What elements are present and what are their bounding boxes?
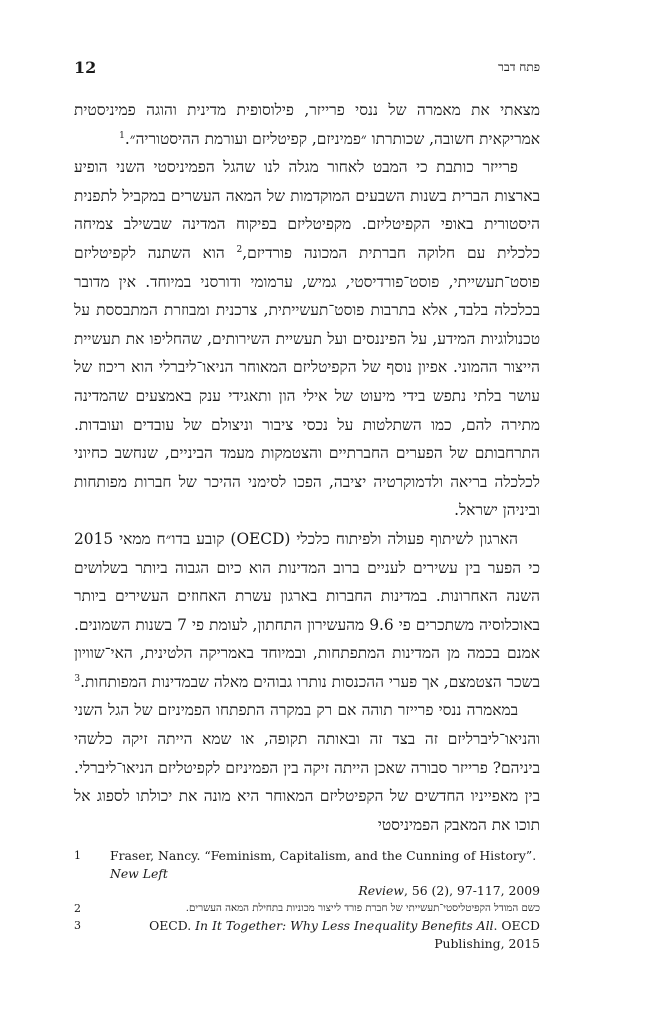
footnote-citation-cont: , 56 (2), 97-117, 2009 xyxy=(403,883,540,898)
footnote-ref: 2 xyxy=(236,244,243,255)
footnote xyxy=(74,917,540,952)
footnote-journal: New Left xyxy=(110,865,168,881)
paragraph xyxy=(74,525,540,697)
footnote-ref: 1 xyxy=(119,130,125,141)
footnote-citation: Fraser, Nancy. “Feminism, Capitalism, and the Cunning of History”. xyxy=(110,848,537,863)
footnote-text xyxy=(110,847,540,900)
footnotes xyxy=(74,847,540,952)
footnote-title: In It Together: Why Less Inequality Benefits All xyxy=(195,918,494,933)
paragraph-text: במאמרה ננסי פרייזר תוהה אם רק במקרה התפתחו הפמיניזם של הגל השני והניאו־ליברליזם זה בצד זה ובאותה תקופה, או שמא הייתה זיקה כלשהי ביניהם? פרייזר סבורה שאכן הייתה זיקה בין הפמיניזם לקפיטליזם הניאו־ליברלי. בין מאפייניו החדשים של הקפיטליזם המאוחר היא מונה את יכולתו לספוג אל תוכו את המאבק הפמיניסטי xyxy=(74,701,540,834)
footnote xyxy=(74,900,540,918)
page-header xyxy=(74,58,540,82)
main-text xyxy=(74,96,540,839)
paragraph xyxy=(74,96,540,153)
paragraph xyxy=(74,153,540,525)
paragraph-text: פרייזר כותבת כי המבט לאחור מגלה לנו שהגל הפמיניסטי השני הופיע בארצות הברית בשנות השבעים המוקדמות של המאה העשרים במקביל לתפנית היסטורית באופי הקפיטליזם. מקפיטליזם בפיקוח המדינה שבשילב צמיחה כלכלית עם חלוקה חברתית המכונה פורדיזם, xyxy=(74,158,540,262)
footnote xyxy=(74,847,540,900)
paragraph-text: מצאתי את מאמרה של ננסי פרייזר, פילוסופית מדינית והוגה פמיניסטית אמריקאית חשובה, שכותרתו ״פמיניזם, קפיטליזם ועורמת ההיסטוריה״. xyxy=(74,101,540,148)
footnote-text: כשם המודל הקפיטליסטי־תעשייתי של חברת פורד לייצור מכוניות בתחילת המאה העשרים. xyxy=(185,902,540,914)
footnote-journal-cont: Review xyxy=(358,883,404,898)
running-title: פתח דבר xyxy=(498,60,540,74)
footnote-number: 3 xyxy=(74,919,81,932)
footnote-number: 1 xyxy=(74,849,81,862)
page-number: 12 xyxy=(74,58,97,77)
footnote-ref: 3 xyxy=(74,673,81,684)
paragraph-text: הארגון לשיתוף פעולה ולפיתוח כלכלי (OECD) קובע בדו״ח ממאי 2015 כי הפער בין עשירים לעניים ברוב המדינות הוא כיום הגבוה ביותר בשלושים השנה האחרונות. במדינות החברות בארגון עשרת האחוזים העשירים ביותר באוכלוסיה משתכרים פי 9.6 מהעשירון התחתון, לעומת פי 7 בשנות השמונים. אמנם בכמה מן המדינות המתפתחות, ובמיוחד באמריקה הלטינית, האי־שוויון בשכר הצטמצם, אך פערי ההכנסות נותרו גבוהים מאלה שבמדינות המפותחות. xyxy=(74,529,540,691)
footnote-citation: OECD. xyxy=(149,918,196,933)
paragraph-text: הוא השתנה לקפיטליזם פוסט־תעשייתי, פוסט־פורדיסטי, גמיש, ערמומי ודורסני במיוחד. אין מדובר בכלכלה בלבד, אלא בתרבות פוסט־תעשייתית, צרכנית ומבוזרת המתבססת על טכנולוגיות המידע, על הפיננסים ועל תעשיית השירותים, שהחליפו את תעשיית הייצור ההמוני. אפיון נוסף של הקפיטליזם המאוחר הניאו־ליברלי הוא ריכוז של עושר בלתי נתפש בידי מיעוט של אילי הון ותאגידי ענק באמצעים שהמדינה מתירה להם, כמו השתלטות על נכסי ציבור וניצולם של עובדים ועובדות. התרחבותם של הפערים החברתיים והצטמקות מעמד הביניים, שנחשב כחיוני לכלכלה בריאה ולדמוקרטיה יציבה, הפכו לסימני ההיכר של חברות מפותחות וביניהן ישראל. xyxy=(74,243,540,520)
footnote-text xyxy=(110,917,540,952)
paragraph xyxy=(74,696,540,839)
footnote-citation-cont: . OECD Publishing, 2015 xyxy=(434,918,540,951)
footnote-number: 2 xyxy=(74,901,81,915)
